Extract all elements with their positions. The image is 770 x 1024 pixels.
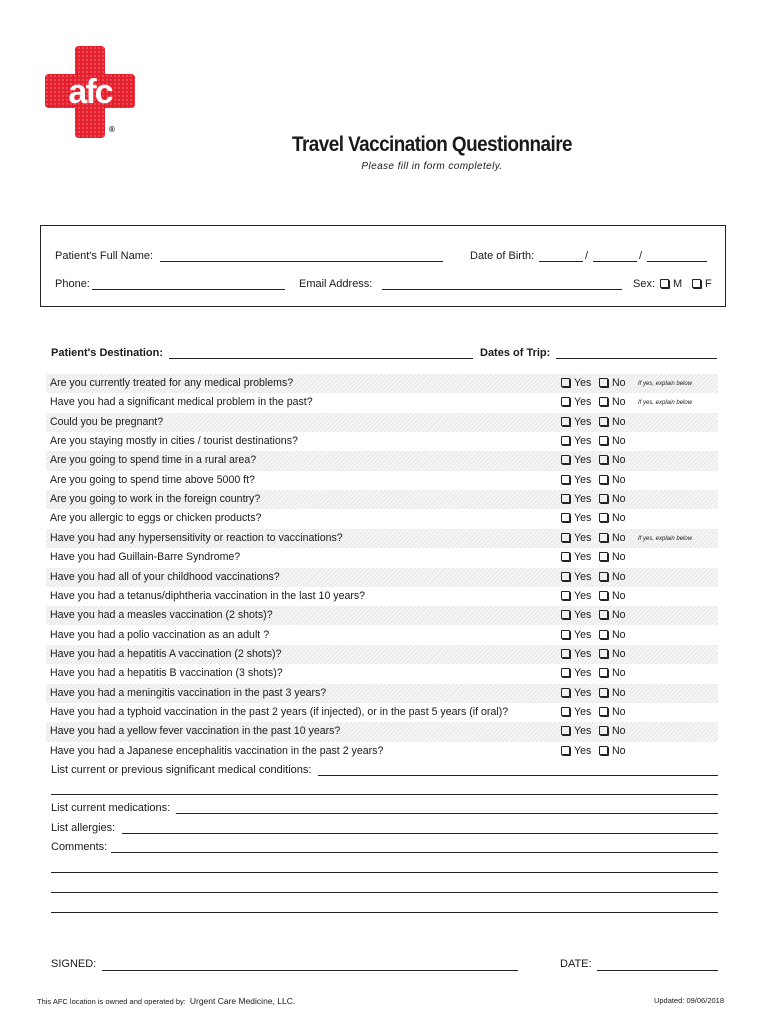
comments-field-line-2[interactable] [51, 872, 718, 873]
checkbox-icon [561, 649, 570, 658]
yes-option[interactable] [561, 684, 591, 703]
yes-label: Yes [574, 686, 592, 699]
yes-label: Yes [574, 473, 592, 486]
yes-label: Yes [574, 396, 592, 409]
signed-label: SIGNED: [51, 958, 97, 970]
question-row [46, 703, 718, 722]
dob-day-field[interactable] [593, 261, 637, 262]
destination-label: Patient's Destination: [51, 347, 164, 359]
yes-option[interactable] [561, 432, 591, 451]
yes-label: Yes [574, 628, 592, 641]
dob-year-field[interactable] [647, 261, 707, 262]
comments-field-line-3[interactable] [51, 892, 718, 893]
sex-m-label: M [673, 278, 683, 290]
no-option[interactable] [599, 471, 626, 490]
checkbox-icon [561, 572, 570, 581]
checkbox-icon [561, 630, 570, 639]
question-row [46, 490, 718, 509]
no-option[interactable] [599, 393, 626, 412]
no-option[interactable] [599, 413, 626, 432]
yes-option[interactable] [561, 568, 591, 587]
yes-option[interactable] [561, 451, 591, 470]
no-option[interactable] [599, 568, 626, 587]
updated-date: Updated: 09/06/2018 [653, 996, 724, 1005]
email-label: Email Address: [299, 278, 373, 290]
email-field[interactable] [382, 289, 622, 290]
no-option[interactable] [599, 490, 626, 509]
full-name-label: Patient's Full Name: [55, 250, 154, 262]
no-label: No [612, 725, 626, 738]
yes-option[interactable] [561, 374, 591, 393]
yes-option[interactable] [561, 490, 591, 509]
checkbox-icon [599, 436, 608, 445]
yes-label: Yes [574, 493, 592, 506]
question-text: Have you had Guillain-Barre Syndrome? [50, 551, 241, 564]
checkbox-icon [561, 610, 570, 619]
question-text: Have you had a polio vaccination as an adult ? [50, 628, 270, 641]
checkbox-icon [599, 649, 608, 658]
no-label: No [612, 551, 626, 564]
yes-label: Yes [574, 667, 592, 680]
yes-option[interactable] [561, 626, 591, 645]
checkbox-icon [599, 726, 608, 735]
question-text: Are you going to spend time in a rural area? [50, 454, 257, 467]
question-row [46, 529, 718, 548]
checkbox-icon [561, 552, 570, 561]
medications-field[interactable] [176, 813, 718, 814]
yes-option[interactable] [561, 587, 591, 606]
no-label: No [612, 454, 626, 467]
checkbox-icon [599, 552, 608, 561]
yes-label: Yes [574, 705, 592, 718]
no-option[interactable] [599, 626, 626, 645]
full-name-field[interactable] [160, 261, 443, 262]
checkbox-icon [599, 475, 608, 484]
checkbox-icon [561, 746, 570, 755]
question-row [46, 413, 718, 432]
no-option[interactable] [599, 529, 626, 548]
yes-option[interactable] [561, 413, 591, 432]
no-option[interactable] [599, 548, 626, 567]
question-text: Have you had a measles vaccination (2 shots)? [50, 609, 273, 622]
no-label: No [612, 705, 626, 718]
yes-label: Yes [574, 531, 592, 544]
checkbox-icon [692, 279, 701, 288]
yes-option[interactable] [561, 529, 591, 548]
checkbox-icon [561, 436, 570, 445]
no-label: No [612, 667, 626, 680]
yes-option[interactable] [561, 393, 591, 412]
logo-text: afc [68, 73, 112, 111]
sex-label: Sex: [633, 278, 656, 290]
question-row [46, 587, 718, 606]
dob-separator: / [639, 250, 643, 262]
yes-option[interactable] [561, 742, 591, 761]
checkbox-icon [599, 572, 608, 581]
checkbox-icon [561, 494, 570, 503]
question-text: Have you had a yellow fever vaccination in the past 10 years? [50, 725, 341, 738]
yes-label: Yes [574, 415, 592, 428]
question-row [46, 606, 718, 625]
page-subtitle: Please fill in form completely. [361, 161, 503, 172]
checkbox-icon [561, 475, 570, 484]
yes-option[interactable] [561, 722, 591, 741]
checkbox-icon [561, 378, 570, 387]
question-text: Are you going to work in the foreign country? [50, 493, 261, 506]
no-option[interactable] [599, 432, 626, 451]
yes-label: Yes [574, 609, 592, 622]
no-option[interactable] [599, 664, 626, 683]
checkbox-icon [599, 688, 608, 697]
destination-field[interactable] [169, 358, 473, 359]
question-text: Have you had a Japanese encephalitis vaccination in the past 2 years? [50, 744, 384, 757]
no-option[interactable] [599, 451, 626, 470]
question-text: Are you staying mostly in cities / tourist destinations? [50, 435, 298, 448]
yes-option[interactable] [561, 471, 591, 490]
checkbox-icon [599, 378, 608, 387]
sex-f-option[interactable] [692, 278, 712, 290]
no-label: No [612, 512, 626, 525]
question-text: Are you allergic to eggs or chicken products? [50, 512, 262, 525]
allergies-field[interactable] [122, 833, 718, 834]
afc-logo [45, 46, 135, 138]
dob-label: Date of Birth: [470, 250, 535, 262]
date-label: DATE: [560, 958, 592, 970]
medications-label: List current medications: [51, 802, 171, 814]
no-option[interactable] [599, 684, 626, 703]
yes-label: Yes [574, 570, 592, 583]
question-row [46, 374, 718, 393]
sex-f-label: F [705, 278, 712, 290]
question-row [46, 548, 718, 567]
checkbox-icon [561, 591, 570, 600]
question-text: Have you had a hepatitis B vaccination (3 shots)? [50, 667, 283, 680]
conditions-label: List current or previous significant medical conditions: [51, 764, 312, 776]
no-label: No [612, 377, 626, 389]
checkbox-icon [561, 688, 570, 697]
question-text: Have you had a tetanus/diphtheria vaccination in the last 10 years? [50, 589, 366, 602]
footer-operator [37, 996, 295, 1006]
checkbox-icon [561, 533, 570, 542]
no-label: No [612, 415, 626, 428]
no-option[interactable] [599, 645, 626, 664]
yes-label: Yes [574, 435, 592, 448]
no-label: No [612, 570, 626, 583]
checkbox-icon [599, 746, 608, 755]
dates-of-trip-label: Dates of Trip: [480, 347, 551, 359]
question-text: Have you had all of your childhood vaccinations? [50, 570, 280, 583]
conditions-field[interactable] [318, 775, 718, 776]
checkbox-icon [599, 455, 608, 464]
question-row [46, 568, 718, 587]
yes-option[interactable] [561, 509, 591, 528]
question-text: Have you had a significant medical problem in the past? [50, 396, 313, 409]
question-row [46, 471, 718, 490]
no-option[interactable] [599, 606, 626, 625]
operator-company: Urgent Care Medicine, LLC. [189, 996, 296, 1006]
no-option[interactable] [599, 742, 626, 761]
checkbox-icon [599, 533, 608, 542]
patient-info-box [40, 225, 726, 307]
question-text: Have you had a meningitis vaccination in the past 3 years? [50, 686, 327, 699]
phone-field[interactable] [92, 289, 285, 290]
checkbox-icon [599, 668, 608, 677]
no-label: No [612, 686, 626, 699]
checkbox-icon [599, 630, 608, 639]
yes-option[interactable] [561, 703, 591, 722]
explain-note: If yes, explain below [638, 381, 693, 387]
phone-label: Phone: [55, 278, 90, 290]
checkbox-icon [561, 397, 570, 406]
yes-option[interactable] [561, 548, 591, 567]
no-label: No [612, 473, 626, 486]
no-option[interactable] [599, 509, 626, 528]
yes-label: Yes [574, 454, 592, 467]
checkbox-icon [599, 513, 608, 522]
no-label: No [612, 493, 626, 506]
yes-label: Yes [574, 377, 592, 389]
question-row [46, 742, 718, 761]
checkbox-icon [599, 494, 608, 503]
question-text: Are you currently treated for any medical problems? [50, 377, 294, 389]
checkbox-icon [660, 279, 669, 288]
checkbox-icon [561, 726, 570, 735]
question-row [46, 509, 718, 528]
dob-separator: / [585, 250, 589, 262]
question-row [46, 664, 718, 683]
explain-note: If yes, explain below [638, 535, 693, 542]
checkbox-icon [561, 668, 570, 677]
no-label: No [612, 628, 626, 641]
registered-mark: ® [109, 125, 115, 134]
comments-field[interactable] [111, 852, 718, 853]
yes-label: Yes [574, 551, 592, 564]
no-option[interactable] [599, 703, 626, 722]
checkbox-icon [561, 417, 570, 426]
yes-label: Yes [574, 512, 592, 525]
no-label: No [612, 609, 626, 622]
question-text: Could you be pregnant? [50, 415, 164, 428]
yes-label: Yes [574, 589, 592, 602]
no-option[interactable] [599, 722, 626, 741]
question-row [46, 684, 718, 703]
checkbox-icon [599, 591, 608, 600]
question-row [46, 645, 718, 664]
checkbox-icon [599, 417, 608, 426]
no-label: No [612, 647, 626, 660]
dob-month-field[interactable] [539, 261, 583, 262]
dates-of-trip-field[interactable] [556, 358, 717, 359]
question-row [46, 432, 718, 451]
no-label: No [612, 531, 626, 544]
allergies-label: List allergies: [51, 822, 116, 834]
checkbox-icon [561, 513, 570, 522]
question-row [46, 722, 718, 741]
question-text: Have you had any hypersensitivity or reaction to vaccinations? [50, 531, 343, 544]
question-row [46, 451, 718, 470]
explain-note: If yes, explain below [638, 400, 693, 407]
no-label: No [612, 435, 626, 448]
sex-m-option[interactable] [660, 278, 682, 290]
question-text: Are you going to spend time above 5000 ft? [50, 473, 255, 486]
yes-label: Yes [574, 725, 592, 738]
checkbox-icon [599, 610, 608, 619]
yes-label: Yes [574, 647, 592, 660]
operated-by-label: This AFC location is owned and operated by: [37, 997, 186, 1006]
question-text: Have you had a typhoid vaccination in the past 2 years (if injected), or in the past 5 years (if oral)? [50, 705, 509, 718]
page-title: Travel Vaccination Questionnaire [292, 133, 572, 156]
date-field[interactable] [597, 970, 718, 971]
no-label: No [612, 744, 626, 757]
yes-label: Yes [574, 744, 592, 757]
yes-option[interactable] [561, 606, 591, 625]
yes-option[interactable] [561, 664, 591, 683]
no-label: No [612, 589, 626, 602]
checkbox-icon [561, 455, 570, 464]
checkbox-icon [599, 707, 608, 716]
signature-field[interactable] [102, 970, 518, 971]
no-label: No [612, 396, 626, 409]
question-row [46, 626, 718, 645]
checkbox-icon [599, 397, 608, 406]
comments-label: Comments: [51, 841, 108, 853]
question-row [46, 393, 718, 412]
yes-option[interactable] [561, 645, 591, 664]
question-text: Have you had a hepatitis A vaccination (2 shots)? [50, 647, 282, 660]
checkbox-icon [561, 707, 570, 716]
comments-field-line-4[interactable] [51, 912, 718, 913]
no-option[interactable] [599, 374, 626, 393]
no-option[interactable] [599, 587, 626, 606]
conditions-field-line-2[interactable] [51, 794, 718, 795]
